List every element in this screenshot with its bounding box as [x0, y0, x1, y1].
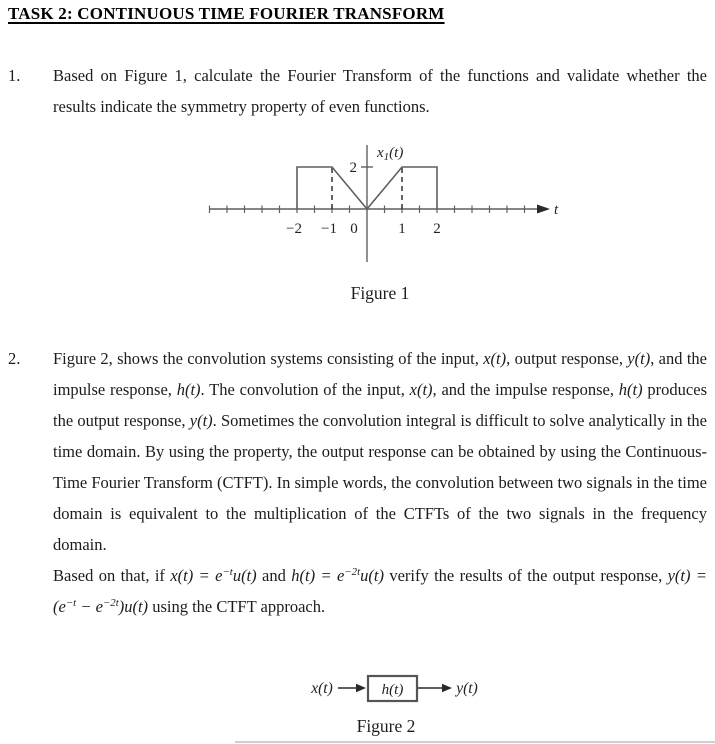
figure2-block-diagram [300, 663, 495, 708]
inline-math: $x(t) = e^{-t}u(t)$ [170, 566, 257, 585]
page-title: TASK 2: CONTINUOUS TIME FOURIER TRANSFORM [8, 4, 445, 23]
t-axis-arrowhead [537, 205, 550, 214]
y-axis-title: $x_1(t)$ [377, 145, 404, 163]
inline-math: $y(t) = (e^{-t} - e^{-2t})u(t)$ [53, 566, 707, 616]
item-2-number: 2. [8, 349, 21, 368]
x-tick-label: 1 [398, 221, 406, 237]
item-2-text [53, 343, 707, 622]
figure1-signal-plot [200, 133, 565, 268]
item-1-text: Based on Figure 1, calculate the Fourier Transform of the functions and validate whether the results indicate the symmetry property of even functions. [53, 66, 707, 116]
x-tick-labels [286, 221, 441, 237]
inline-math: y(t) [627, 349, 651, 368]
item-2-paragraph-1: Figure 2, shows the convolution systems consisting of the input, x(t), output response, y(t), and the impulse response, h(t). The convolution of the input, x(t), and the impulse response, h(t) produces the output response, y(t). Sometimes the convolution integral is difficult to solve analytically in the time domain. By using the property, the output response can be obtained by using the Continuous-Time Fourier Transform (CTFT). In simple words, the convolution between two signals in the time domain is equivalent to the multiplication of the CTFTs of the two signals in the frequency domain. [53, 349, 708, 554]
inline-math: h(t) [618, 380, 643, 399]
t-axis-label: t [554, 202, 559, 218]
y-tick-2-label: 2 [349, 160, 357, 176]
task-item-2 [8, 343, 707, 622]
x-tick-label: 2 [433, 221, 441, 237]
inline-math: x(t) [483, 349, 507, 368]
x-tick-label: −1 [321, 221, 337, 237]
inline-math: x(t) [409, 380, 433, 399]
task-item-1 [8, 60, 707, 122]
figure2-caption: Figure 2 [356, 716, 416, 736]
output-arrowhead [442, 684, 452, 692]
impulse-response-label: h(t) [381, 682, 404, 698]
inline-math: $h(t) = e^{-2t}u(t)$ [291, 566, 384, 585]
inline-math: y(t) [189, 411, 213, 430]
input-signal-label: x(t) [311, 680, 333, 697]
input-arrowhead [356, 684, 366, 692]
x-tick-label: −2 [286, 221, 302, 237]
figure1-caption: Figure 1 [350, 283, 410, 303]
item-1-number: 1. [8, 66, 21, 85]
page-edge-line [235, 741, 715, 743]
item-2-paragraph-2: Based on that, if $x(t) = e^{-t}u(t)$ and $h(t) = e^{-2t}u(t)$ verify the results of the output response, $y(t) = (e^{-t} - e^{-2t})u(t)$ using the CTFT approach. [53, 566, 707, 616]
output-signal-label: y(t) [456, 680, 478, 697]
x-tick-label: 0 [350, 221, 358, 237]
inline-math: h(t) [176, 380, 201, 399]
